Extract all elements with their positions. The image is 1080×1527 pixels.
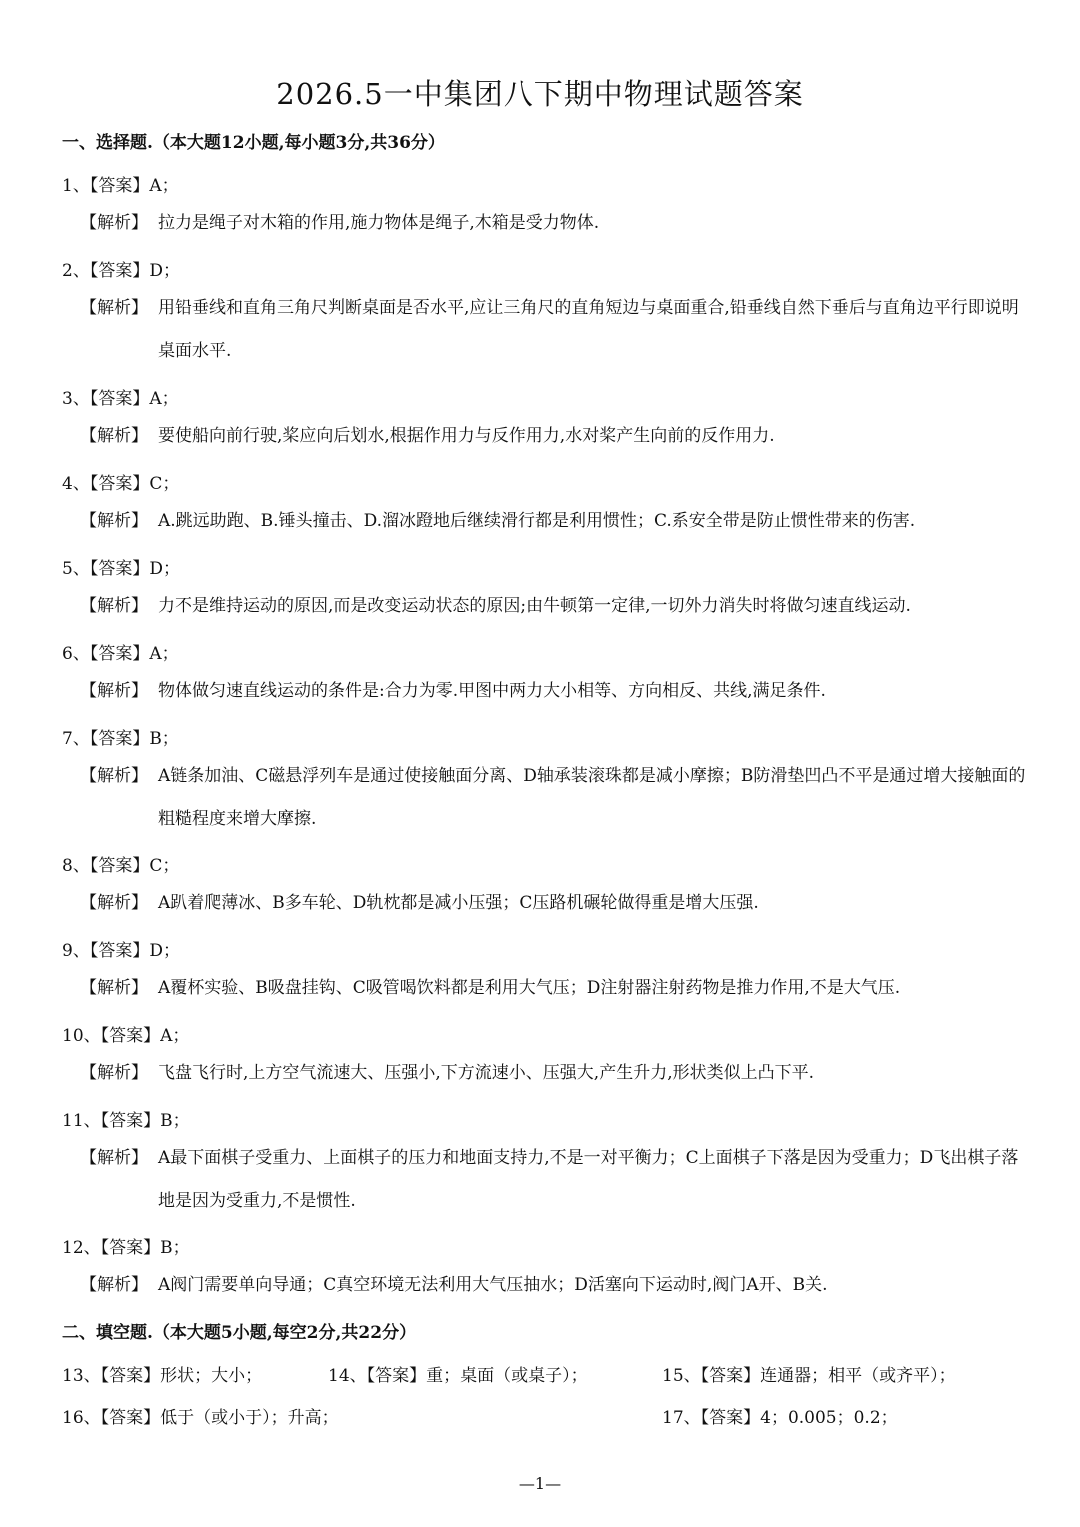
explanation-tag: 【解析】 — [80, 766, 148, 786]
explanation-tag: 【解析】 — [80, 298, 148, 318]
explanation-tag: 【解析】 — [80, 893, 148, 913]
explanation-text: 力不是维持运动的原因,而是改变运动状态的原因;由牛顿第一定律,一切外力消失时将做匀速直线运动. — [158, 596, 911, 616]
answer-6: 6、【答案】A； — [62, 644, 179, 664]
answer-9: 9、【答案】D； — [62, 941, 180, 961]
answer-12: 12、【答案】B； — [62, 1238, 190, 1258]
explanation-tag: 【解析】 — [80, 978, 148, 998]
explanation-tag: 【解析】 — [80, 511, 148, 531]
fill-answer-13: 13、【答案】形状；大小； — [62, 1366, 263, 1386]
explanation-text: 飞盘飞行时,上方空气流速大、压强小,下方流速小、压强大,产生升力,形状类似上凸下平. — [158, 1063, 815, 1083]
fill-answer-14: 14、【答案】重；桌面（或桌子）； — [328, 1366, 588, 1386]
explanation-text: 拉力是绳子对木箱的作用,施力物体是绳子,木箱是受力物体. — [158, 213, 600, 233]
answer-2: 2、【答案】D； — [62, 261, 180, 281]
answer-5: 5、【答案】D； — [62, 559, 180, 579]
fill-answer-17: 17、【答案】4；0.005；0.2； — [662, 1408, 898, 1428]
explanation-text: 要使船向前行驶,桨应向后划水,根据作用力与反作用力,水对桨产生向前的反作用力. — [158, 426, 775, 446]
explanation-tag: 【解析】 — [80, 1148, 148, 1168]
explanation-text: A阀门需要单向导通；C真空环境无法利用大气压抽水；D活塞向下运动时,阀门A开、B关. — [158, 1275, 828, 1295]
explanation-1 — [80, 202, 1040, 245]
answer-7: 7、【答案】B； — [62, 729, 179, 749]
explanation-12 — [80, 1264, 1040, 1307]
answer-11: 11、【答案】B； — [62, 1111, 190, 1131]
explanation-11 — [80, 1137, 1040, 1223]
explanation-text: A最下面棋子受重力、上面棋子的压力和地面支持力,不是一对平衡力；C上面棋子下落是因为受重力；D飞出棋子落地是因为受重力,不是惯性. — [158, 1148, 1019, 1211]
explanation-text: A链条加油、C磁悬浮列车是通过使接触面分离、D轴承装滚珠都是减小摩擦；B防滑垫凹凸不平是通过增大接触面的粗糙程度来增大摩擦. — [158, 766, 1026, 829]
explanation-9 — [80, 967, 1040, 1010]
explanation-7 — [80, 755, 1040, 841]
answer-10: 10、【答案】A； — [62, 1026, 190, 1046]
explanation-6 — [80, 670, 1040, 713]
explanation-3 — [80, 415, 1040, 458]
answer-8: 8、【答案】C； — [62, 856, 180, 876]
explanation-10 — [80, 1052, 1040, 1095]
fill-answer-16: 16、【答案】低于（或小于）；升高； — [62, 1408, 339, 1428]
explanation-tag: 【解析】 — [80, 1063, 148, 1083]
section-choice-heading: 一、选择题.（本大题12小题,每小题3分,共36分） — [62, 133, 445, 153]
explanation-text: 物体做匀速直线运动的条件是:合力为零.甲图中两力大小相等、方向相反、共线,满足条件. — [158, 681, 826, 701]
explanation-text: A趴着爬薄冰、B多车轮、D轨枕都是减小压强；C压路机碾轮做得重是增大压强. — [158, 893, 759, 913]
explanation-text: 用铅垂线和直角三角尺判断桌面是否水平,应让三角尺的直角短边与桌面重合,铅垂线自然下垂后与直角边平行即说明桌面水平. — [158, 298, 1019, 361]
explanation-2 — [80, 287, 1040, 373]
explanation-tag: 【解析】 — [80, 596, 148, 616]
answer-3: 3、【答案】A； — [62, 389, 179, 409]
explanation-5 — [80, 585, 1040, 628]
explanation-tag: 【解析】 — [80, 213, 148, 233]
answer-4: 4、【答案】C； — [62, 474, 180, 494]
page-number: —1— — [518, 1474, 562, 1493]
section-fill-heading: 二、填空题.（本大题5小题,每空2分,共22分） — [62, 1323, 417, 1343]
explanation-text: A.跳远助跑、B.锤头撞击、D.溜冰蹬地后继续滑行都是利用惯性；C.系安全带是防止惯性带来的伤害. — [158, 511, 916, 531]
explanation-4 — [80, 500, 1040, 543]
explanation-tag: 【解析】 — [80, 426, 148, 446]
page-title: 2026.5一中集团八下期中物理试题答案 — [276, 77, 804, 111]
fill-answer-15: 15、【答案】连通器；相平（或齐平）； — [662, 1366, 956, 1386]
explanation-tag: 【解析】 — [80, 681, 148, 701]
explanation-8 — [80, 882, 1040, 925]
answer-1: 1、【答案】A； — [62, 176, 179, 196]
explanation-tag: 【解析】 — [80, 1275, 148, 1295]
explanation-text: A覆杯实验、B吸盘挂钩、C吸管喝饮料都是利用大气压；D注射器注射药物是推力作用,不是大气压. — [158, 978, 901, 998]
